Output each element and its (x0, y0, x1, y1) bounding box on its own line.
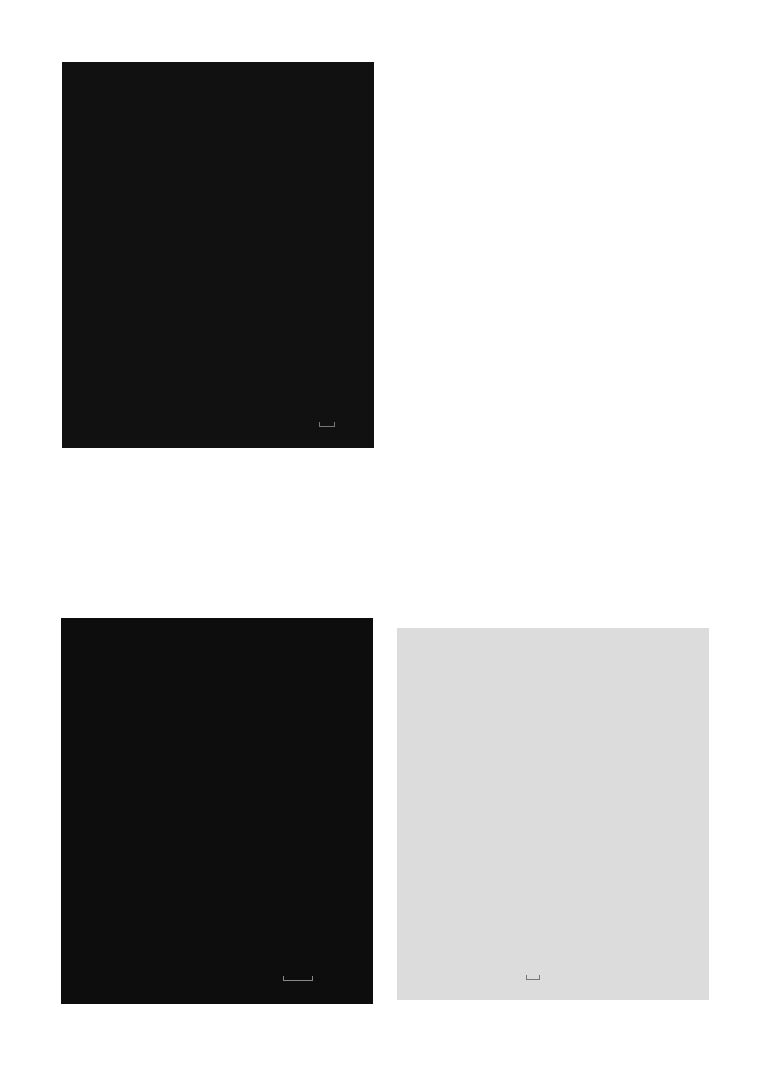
fig9-micrograph (61, 618, 373, 1004)
fig10-scale-bar (526, 975, 540, 980)
fig10-micrograph (397, 628, 709, 1000)
fig8-image (62, 62, 374, 448)
fig9-scale-bar (283, 976, 313, 981)
fig8-micrograph (62, 62, 374, 448)
running-header (38, 14, 730, 32)
fig8-scale-bar (319, 422, 335, 427)
fig9-image (61, 618, 373, 1004)
fig10-image (397, 628, 709, 1000)
